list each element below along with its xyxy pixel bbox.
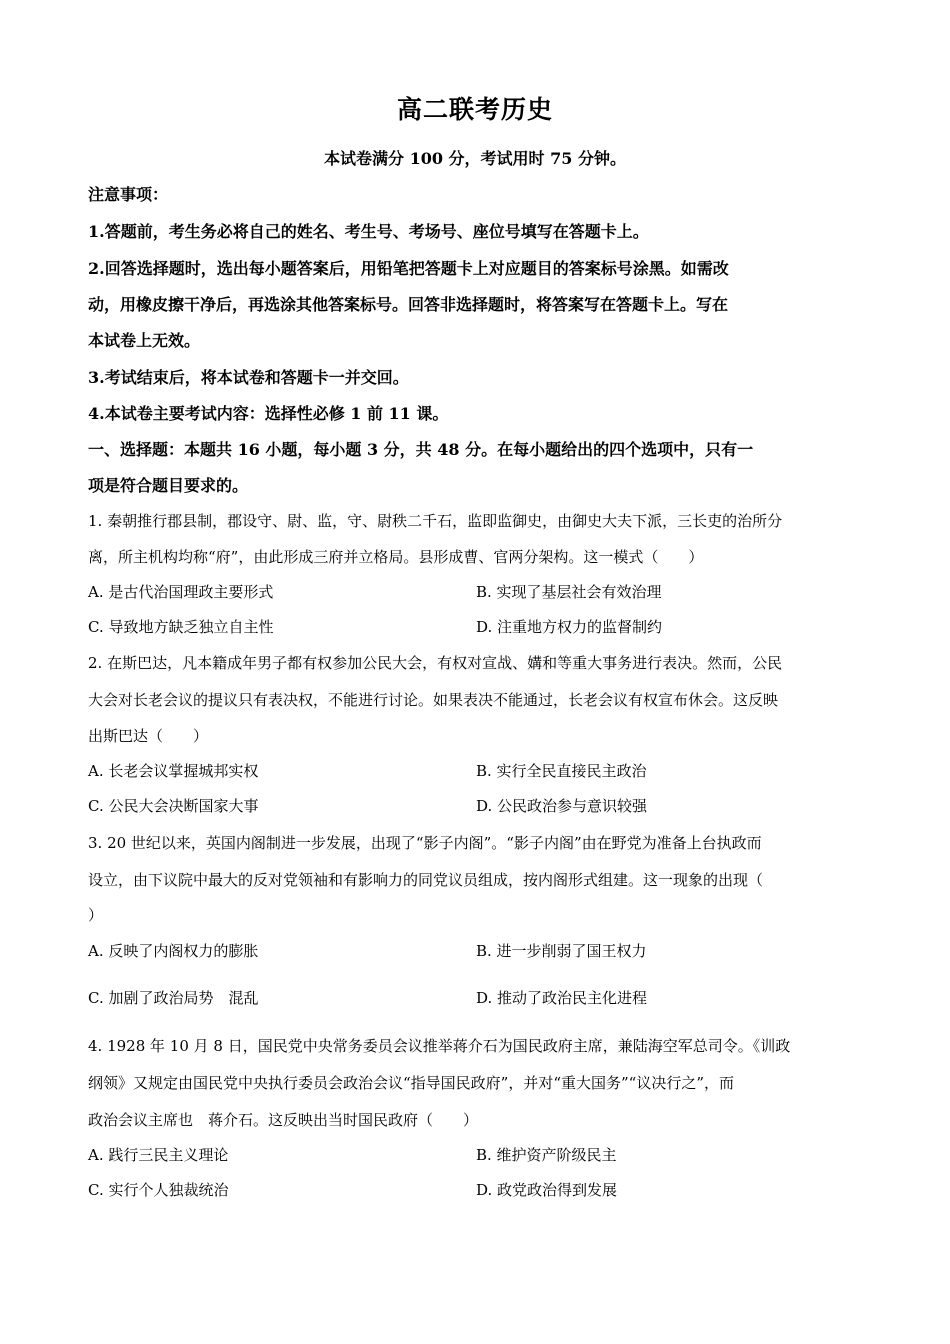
notice-item-3: 3.考试结束后，将本试卷和答题卡一并交回。 <box>88 368 409 387</box>
question-4-stem: 政治会议主席也 蒋介石。这反映出当时国民政府（ ） <box>88 1111 479 1129</box>
question-4-option-a: A. 践行三民主义理论 <box>88 1146 229 1164</box>
question-2-stem: 2. 在斯巴达，凡本籍成年男子都有权参加公民大会，有权对宣战、媾和等重大事务进行表决。然而，公民 <box>88 654 783 672</box>
question-2-option-d: D. 公民政治参与意识较强 <box>476 797 648 815</box>
notice-item-4: 4.本试卷主要考试内容：选择性必修 1 前 11 课。 <box>88 404 449 423</box>
question-1-option-d: D. 注重地方权力的监督制约 <box>476 618 663 636</box>
question-2-stem: 出斯巴达（ ） <box>88 727 209 745</box>
question-4-stem: 4. 1928 年 10 月 8 日，国民党中央常务委员会议推举蒋介石为国民政府主席，兼陆海空军总司令。《训政 <box>88 1037 791 1055</box>
section-heading-line-1: 一、选择题：本题共 16 小题，每小题 3 分，共 48 分。在每小题给出的四个选项中，只有一 <box>88 440 754 459</box>
question-3-option-d: D. 推动了政治民主化进程 <box>476 989 648 1007</box>
question-4-option-c: C. 实行个人独裁统治 <box>88 1181 229 1199</box>
question-2-stem: 大会对长老会议的提议只有表决权，不能进行讨论。如果表决不能通过，长老会议有权宣布休会。这反映 <box>88 691 779 709</box>
question-3-stem: 3. 20 世纪以来，英国内阁制进一步发展，出现了“影子内阁”。“影子内阁”由在野党为准备上台执政而 <box>88 834 762 852</box>
question-1-stem: 1. 秦朝推行郡县制，郡设守、尉、监，守、尉秩二千石，监即监御史，由御史大夫下派，三长吏的治所分 <box>88 512 783 530</box>
question-4-stem: 纲领》又规定由国民党中央执行委员会政治会议“指导国民政府”，并对“重大国务”“议决行之”，而 <box>88 1074 735 1092</box>
question-1-stem: 离，所主机构均称“府”，由此形成三府并立格局。县形成曹、官两分架构。这一模式（ ） <box>88 548 704 566</box>
question-4-option-b: B. 维护资产阶级民主 <box>476 1146 617 1164</box>
question-3-option-b: B. 进一步削弱了国王权力 <box>476 942 647 960</box>
section-heading-line-2: 项是符合题目要求的。 <box>88 476 249 495</box>
notice-heading: 注意事项： <box>88 185 169 204</box>
question-1-option-a: A. 是古代治国理政主要形式 <box>88 583 274 601</box>
question-3-stem: 设立，由下议院中最大的反对党领袖和有影响力的同党议员组成，按内阁形式组建。这一现象的出现（ <box>88 871 764 889</box>
question-3-option-a: A. 反映了内阁权力的膨胀 <box>88 942 259 960</box>
question-3-stem: ） <box>88 906 104 924</box>
notice-item-2-line-3: 本试卷上无效。 <box>88 331 201 350</box>
notice-item-2-line-1: 2.回答选择题时，选出每小题答案后，用铅笔把答题卡上对应题目的答案标号涂黑。如需改 <box>88 259 729 278</box>
question-1-option-b: B. 实现了基层社会有效治理 <box>476 583 662 601</box>
exam-info: 本试卷满分 100 分，考试用时 75 分钟。 <box>324 149 626 168</box>
question-3-option-c: C. 加剧了政治局势 混乱 <box>88 989 259 1007</box>
notice-item-1: 1.答题前，考生务必将自己的姓名、考生号、考场号、座位号填写在答题卡上。 <box>88 222 649 241</box>
question-2-option-c: C. 公民大会决断国家大事 <box>88 797 259 815</box>
question-2-option-a: A. 长老会议掌握城邦实权 <box>88 762 259 780</box>
page-title: 高二联考历史 <box>396 95 553 124</box>
notice-item-2-line-2: 动，用橡皮擦干净后，再选涂其他答案标号。回答非选择题时，将答案写在答题卡上。写在 <box>88 295 729 314</box>
question-2-option-b: B. 实行全民直接民主政治 <box>476 762 647 780</box>
question-1-option-c: C. 导致地方缺乏独立自主性 <box>88 618 274 636</box>
question-4-option-d: D. 政党政治得到发展 <box>476 1181 618 1199</box>
